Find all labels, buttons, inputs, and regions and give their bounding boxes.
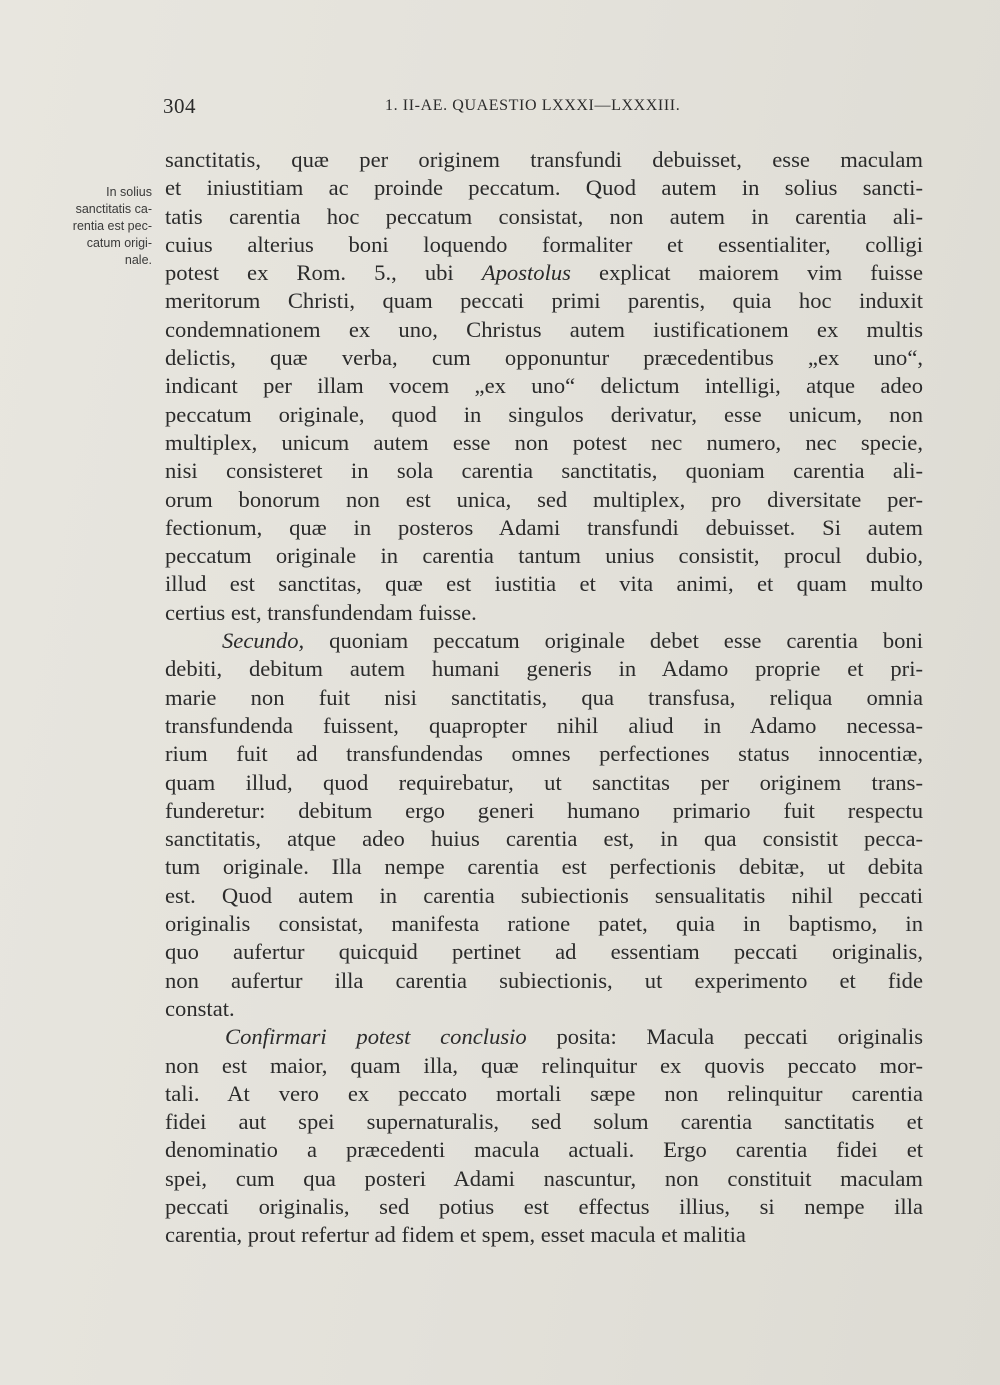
- text-segment: peccati originalis, sed potius est effectus illius, si nempe illa: [165, 1193, 923, 1219]
- text-segment: quo aufertur quicquid pertinet ad essentiam peccati originalis,: [165, 939, 923, 965]
- text-line: [165, 938, 923, 966]
- text-segment: orum bonorum non est unica, sed multiplex, pro diversitate per-: [165, 486, 923, 512]
- text-line: [165, 457, 923, 485]
- margin-note-line: sanctitatis ca-: [75, 202, 152, 216]
- text-line: [165, 429, 923, 457]
- text-line: [165, 174, 923, 202]
- text-line: [165, 344, 923, 372]
- text-segment: certius est, transfundendam fuisse.: [165, 599, 477, 625]
- text-segment: rium fuit ad transfundendas omnes perfectiones status innocentiæ,: [165, 741, 923, 767]
- margin-note: [52, 184, 152, 269]
- text-line: [165, 599, 923, 627]
- text-segment: multiplex, unicum autem esse non potest nec numero, nec specie,: [165, 429, 923, 455]
- text-line: [165, 684, 923, 712]
- text-line: [165, 1193, 923, 1221]
- text-segment: sanctitatis, atque adeo huius carentia est, in qua consistit pecca-: [165, 826, 923, 852]
- text-segment: explicat maiorem vim fuisse: [570, 260, 923, 286]
- text-line: [165, 1221, 923, 1249]
- text-line: [165, 1052, 923, 1080]
- paragraph: [165, 1023, 923, 1249]
- running-head: 1. II-AE. QUAESTIO LXXXI—LXXXIII.: [385, 97, 681, 114]
- text-segment: quoniam peccatum originale debet esse carentia boni: [304, 628, 923, 654]
- text-segment: fectionum, quæ in posteros Adami transfundi debuisset. Si autem: [165, 514, 923, 540]
- text-line: [165, 514, 923, 542]
- body-text: [165, 146, 923, 1250]
- margin-note-line: In solius: [106, 185, 152, 199]
- text-segment: illud est sanctitas, quæ est iustitia et vita animi, et quam multo: [165, 571, 923, 597]
- text-segment: meritorum Christi, quam peccati primi parentis, quia hoc induxit: [165, 288, 923, 314]
- text-segment: tatis carentia hoc peccatum consistat, non autem in carentia ali-: [165, 203, 923, 229]
- text-segment: potest ex Rom. 5., ubi: [165, 260, 482, 286]
- text-line: [165, 316, 923, 344]
- text-line: [165, 542, 923, 570]
- text-segment: sanctitatis, quæ per originem transfundi debuisset, esse maculam: [165, 147, 923, 172]
- text-line: [165, 967, 923, 995]
- text-line: [165, 825, 923, 853]
- text-line: [165, 882, 923, 910]
- margin-note-line: catum origi-: [86, 236, 152, 250]
- page-header: [163, 94, 923, 124]
- text-segment: quam illud, quod requirebatur, ut sanctitas per originem trans-: [165, 769, 923, 795]
- italic-text: Confirmari potest conclusio: [225, 1024, 527, 1050]
- text-line: [165, 1108, 923, 1136]
- text-line: [165, 910, 923, 938]
- text-segment: transfundenda fuissent, quapropter nihil aliud in Adamo necessa-: [165, 712, 923, 738]
- text-segment: carentia, prout refertur ad fidem et spem, esset macula et malitia: [165, 1222, 746, 1248]
- margin-note-line: rentia est pec-: [72, 219, 152, 233]
- text-line: [165, 655, 923, 683]
- text-segment: marie non fuit nisi sanctitatis, qua transfusa, reliqua omnia: [165, 684, 923, 710]
- text-line: [165, 1165, 923, 1193]
- page-number: 304: [163, 94, 196, 118]
- text-segment: denominatio a præcedenti macula actuali. Ergo carentia fidei et: [165, 1137, 923, 1163]
- text-segment: peccatum originale, quod in singulos derivatur, esse unicum, non: [165, 401, 923, 427]
- text-line: [165, 853, 923, 881]
- text-segment: nisi consisteret in sola carentia sanctitatis, quoniam carentia ali-: [165, 458, 923, 484]
- text-segment: delictis, quæ verba, cum opponuntur præcedentibus „ex uno“,: [165, 345, 923, 371]
- text-segment: non aufertur illa carentia subiectionis, ut experimento et fide: [165, 967, 923, 993]
- text-segment: et iniustitiam ac proinde peccatum. Quod autem in solius sancti-: [165, 175, 923, 201]
- text-line: [165, 1023, 923, 1051]
- text-line: [165, 401, 923, 429]
- text-line: [165, 203, 923, 231]
- text-segment: originalis consistat, manifesta ratione patet, quia in baptismo, in: [165, 911, 923, 937]
- text-segment: tali. At vero ex peccato mortali sæpe non relinquitur carentia: [165, 1080, 923, 1106]
- text-line: [165, 570, 923, 598]
- text-line: [165, 146, 923, 174]
- paragraph: [165, 146, 923, 627]
- text-line: [165, 486, 923, 514]
- text-line: [165, 259, 923, 287]
- text-segment: cuius alterius boni loquendo formaliter et essentialiter, colligi: [165, 231, 923, 257]
- text-line: [165, 627, 923, 655]
- text-segment: funderetur: debitum ergo generi humano primario fuit respectu: [165, 797, 923, 823]
- text-segment: spei, cum qua posteri Adami nascuntur, non constituit maculam: [165, 1165, 923, 1191]
- text-segment: fidei aut spei supernaturalis, sed solum carentia sanctitatis et: [165, 1109, 923, 1135]
- paragraph: [165, 627, 923, 1023]
- text-line: [165, 995, 923, 1023]
- text-line: [165, 1080, 923, 1108]
- text-segment: debiti, debitum autem humani generis in Adamo proprie et pri-: [165, 656, 923, 682]
- text-segment: indicant per illam vocem „ex uno“ delictum intelligi, atque adeo: [165, 373, 923, 399]
- italic-text: Apostolus: [481, 260, 571, 286]
- italic-text: Secundo,: [222, 628, 305, 654]
- text-line: [165, 712, 923, 740]
- text-segment: tum originale. Illa nempe carentia est perfectionis debitæ, ut debita: [165, 854, 923, 880]
- text-line: [165, 797, 923, 825]
- margin-note-line: nale.: [124, 253, 152, 267]
- text-segment: posita: Macula peccati originalis: [526, 1024, 923, 1050]
- text-line: [165, 372, 923, 400]
- text-segment: constat.: [165, 995, 235, 1021]
- text-segment: est. Quod autem in carentia subiectionis sensualitatis nihil peccati: [165, 882, 923, 908]
- text-line: [165, 740, 923, 768]
- text-segment: non est maior, quam illa, quæ relinquitur ex quovis peccato mor-: [165, 1052, 923, 1078]
- text-segment: peccatum originale in carentia tantum unius consistit, procul dubio,: [165, 543, 923, 569]
- text-line: [165, 231, 923, 259]
- text-line: [165, 287, 923, 315]
- text-line: [165, 1136, 923, 1164]
- text-segment: condemnationem ex uno, Christus autem iustificationem ex multis: [165, 316, 923, 342]
- text-line: [165, 769, 923, 797]
